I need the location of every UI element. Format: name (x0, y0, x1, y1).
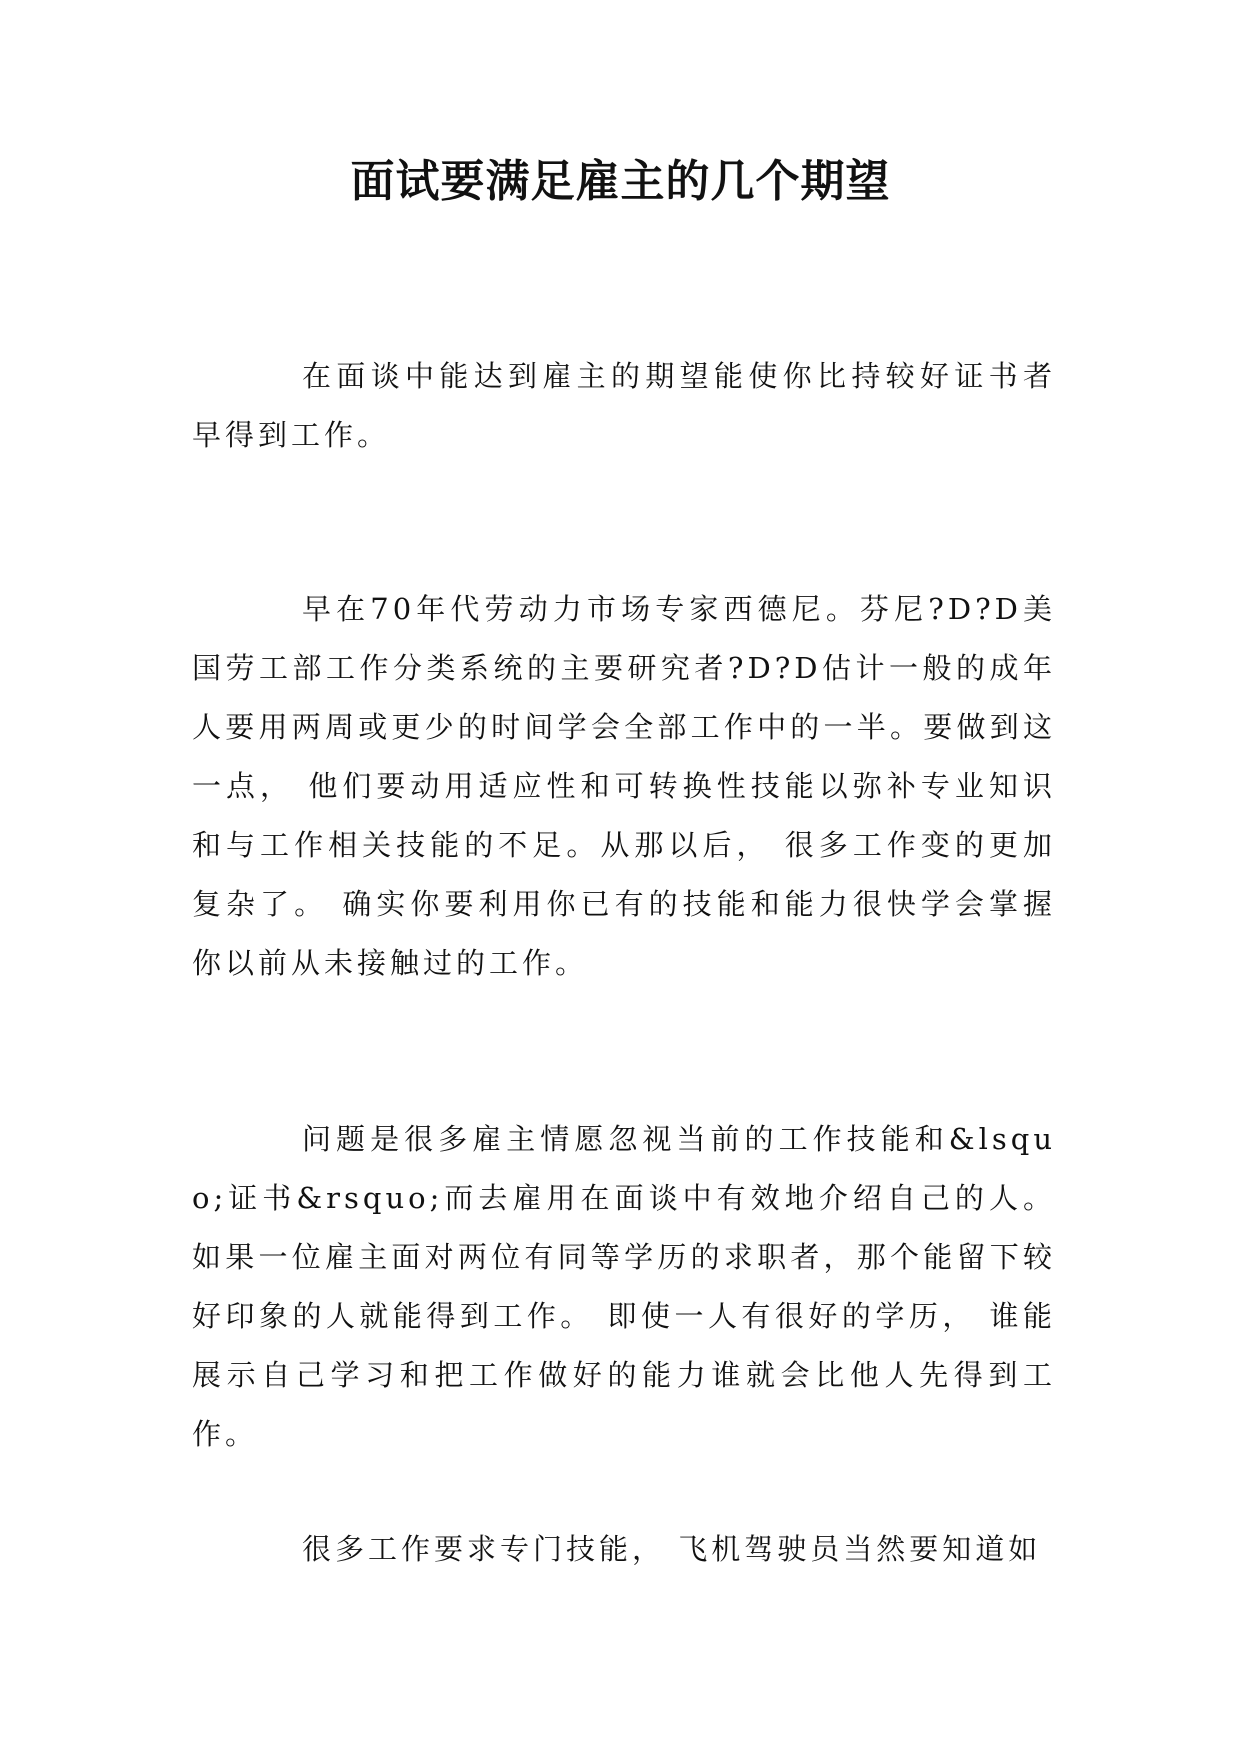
paragraph-4: 很多工作要求专门技能， 飞机驾驶员当然要知道如 (302, 1532, 1042, 1566)
paragraph-2: 早在70年代劳动力市场专家西德尼。芬尼?D?D美国劳工部工作分类系统的主要研究者?D?D估计一般的成年人要用两周或更少的时间学会全部工作中的一半。要做到这一点， 他们要动用适应性和可转换性技能以弥补专业知识和与工作相关技能的不足。从那以后， 很多工作变的更加复杂了。 确实你要利用你已有的技能和能力很快学会掌握你以前从未接触过的工作。 (192, 592, 1056, 980)
page-title: 面试要满足雇主的几个期望 (350, 156, 891, 207)
paragraph-3: 问题是很多雇主情愿忽视当前的工作技能和&lsquo;证书&rsquo;而去雇用在面谈中有效地介绍自己的人。 如果一位雇主面对两位有同等学历的求职者，那个能留下较好印象的人就能得到工作。 即使一人有很好的学历， 谁能展示自己学习和把工作做好的能力谁就会比他人先得到工作。 (192, 1122, 1056, 1451)
paragraph-1: 在面谈中能达到雇主的期望能使你比持较好证书者早得到工作。 (192, 359, 1056, 452)
